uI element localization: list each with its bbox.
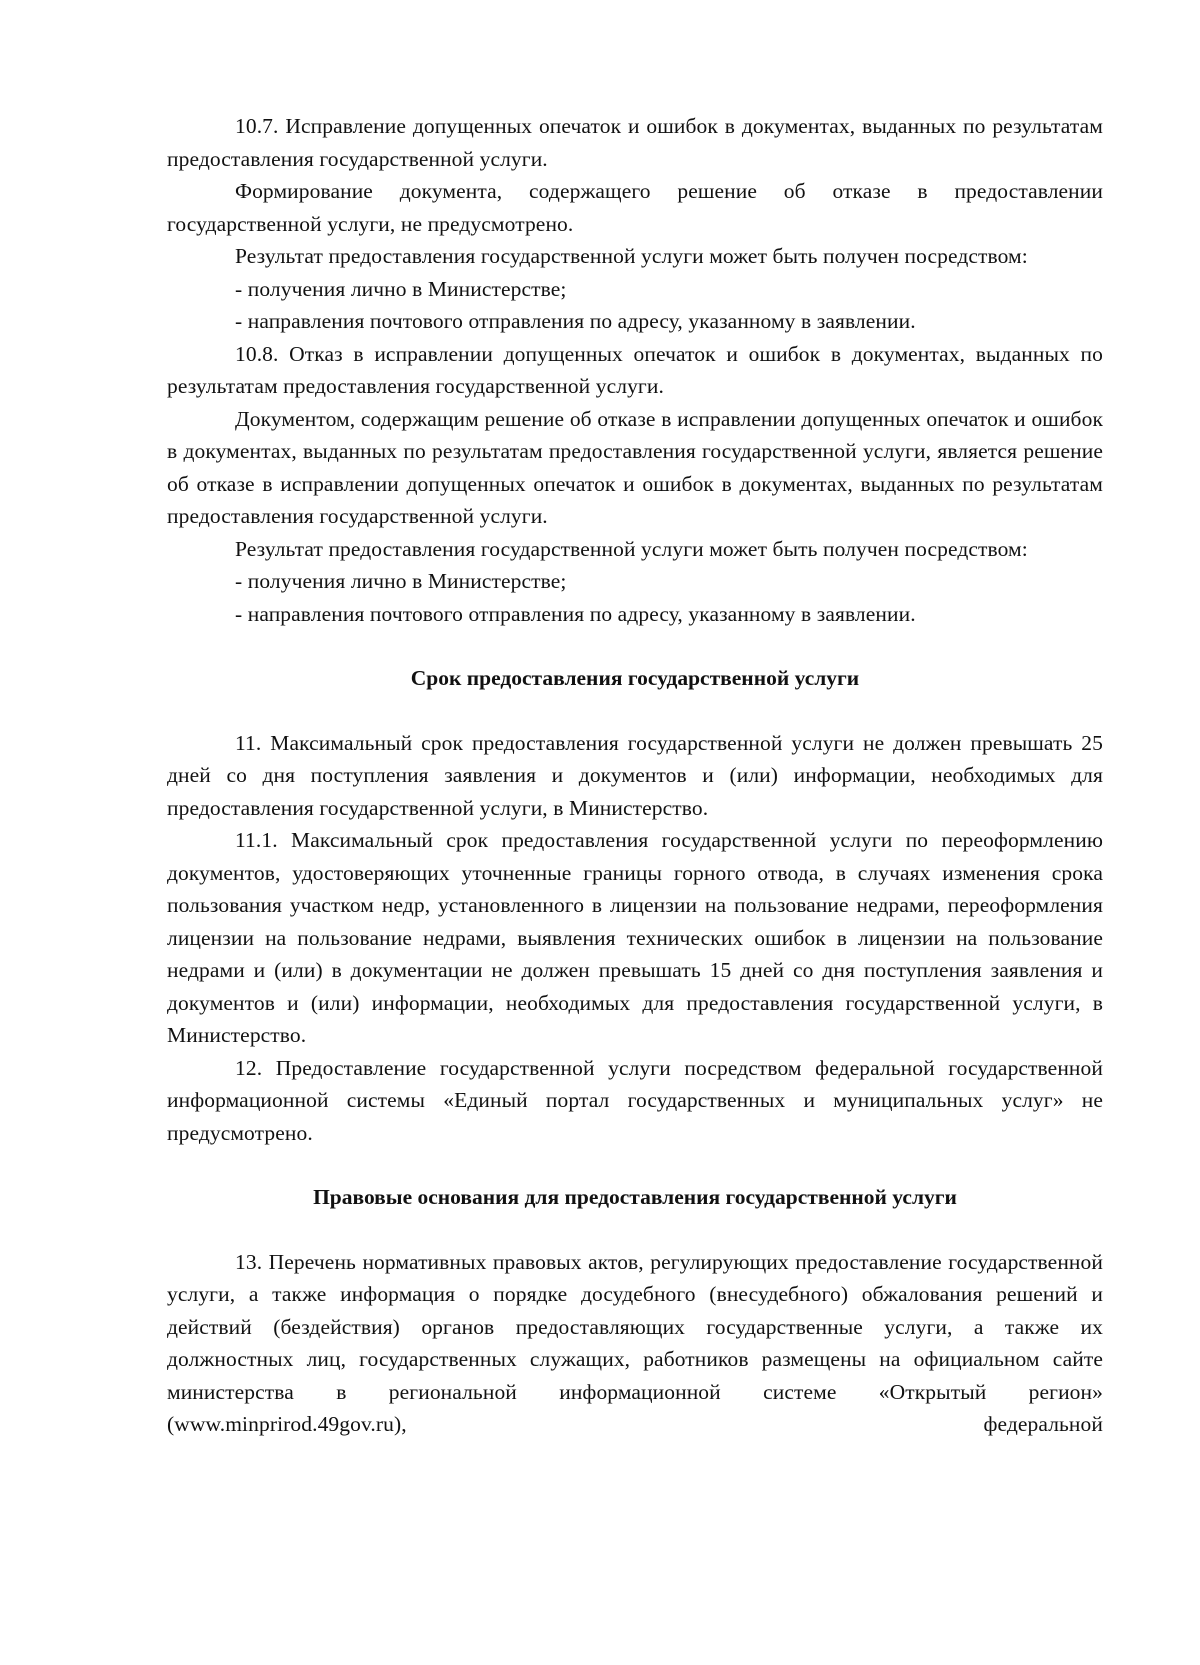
paragraph-13: 13. Перечень нормативных правовых актов, регулирующих предоставление государственной услуги, а также информация о порядке досудебного (внесудебного) обжалования решений и действий (бездействия) органов предоставляющих государственные услуги, а также их должностных лиц, государственных служащих, работников размещены на официальном сайте министерства в региональной информационной системе «Открытый регион» (www.minprirod.49gov.ru), федеральной <box>167 1249 1103 1436</box>
paragraph-10-7: 10.7. Исправление допущенных опечаток и ошибок в документах, выданных по результатам предоставления государственной услуги. <box>167 114 1103 171</box>
spacer <box>167 1149 1103 1181</box>
paragraph-result-2: Результат предоставления государственной услуги может быть получен посредством: <box>235 536 1028 561</box>
paragraph-12: 12. Предоставление государственной услуги посредством федеральной государственной информационной системы «Единый портал государственных и муниципальных услуг» не предусмотрено. <box>167 1055 1103 1145</box>
list-item-in-person-2: - получения лично в Министерстве; <box>235 569 567 593</box>
section-heading-term: Срок предоставления государственной услуги <box>410 666 860 690</box>
paragraph-11: 11. Максимальный срок предоставления государственной услуги не должен превышать 25 дней со дня поступления заявления и документов и (или) информации, необходимых для предоставления государственной услуги, в Министерство. <box>167 730 1103 820</box>
paragraph-formation: Формирование документа, содержащего решение об отказе в предоставлении государственной услуги, не предусмотрено. <box>167 179 1103 236</box>
list-item-mail-2: - направления почтового отправления по адресу, указанному в заявлении. <box>235 601 916 626</box>
spacer <box>167 1214 1103 1246</box>
spacer <box>167 695 1103 727</box>
paragraph-result-1: Результат предоставления государственной услуги может быть получен посредством: <box>235 244 1028 268</box>
paragraph-11-1: 11.1. Максимальный срок предоставления государственной услуги по переоформлению документов, удостоверяющих уточненные границы горного отвода, в случаях изменения срока пользования участком недр, установленного в лицензии на пользование недрами, переоформления лицензии на пользование недрами, выявления технических ошибок в лицензии на пользование недрами и (или) в документации не должен превышать 15 дней со дня поступления заявления и документов и (или) информации, необходимых для предоставления государственной услуги, в Министерство. <box>167 828 1103 1047</box>
list-item-in-person-1: - получения лично в Министерстве; <box>235 276 567 301</box>
section-heading-legal-basis: Правовые основания для предоставления государственной услуги <box>313 1185 957 1209</box>
spacer <box>167 630 1103 662</box>
paragraph-refusal-document: Документом, содержащим решение об отказе в исправлении допущенных опечаток и ошибок в документах, выданных по результатам предоставления государственной услуги, является решение об отказе в исправлении допущенных опечаток и ошибок в документах, выданных по результатам предоставления государственной услуги. <box>167 406 1103 528</box>
list-item-mail-1: - направления почтового отправления по адресу, указанному в заявлении. <box>235 309 916 333</box>
paragraph-10-8: 10.8. Отказ в исправлении допущенных опечаток и ошибок в документах, выданных по результатам предоставления государственной услуги. <box>167 341 1103 398</box>
